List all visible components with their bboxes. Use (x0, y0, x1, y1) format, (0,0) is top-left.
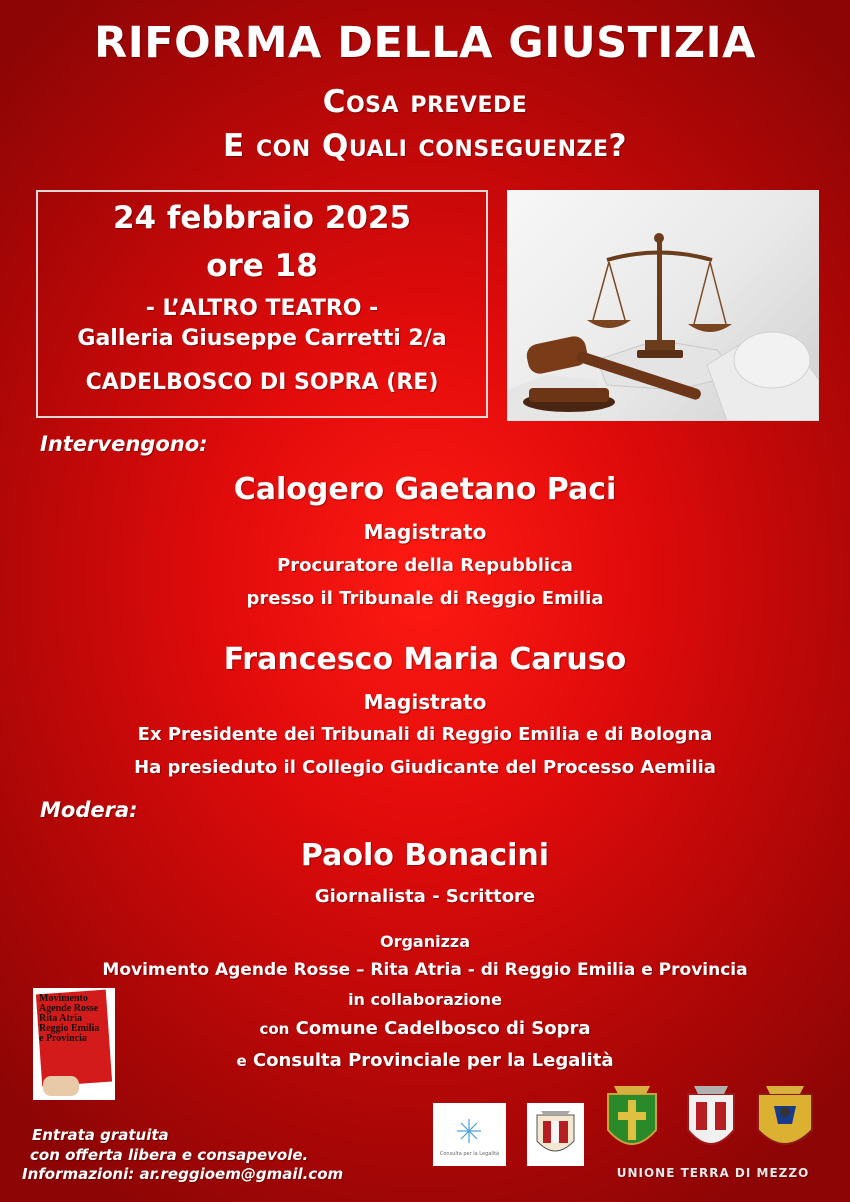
collaborator-1-prefix: con (259, 1020, 290, 1038)
collaborator-1 (0, 1018, 850, 1039)
moderator-label: Modera: (40, 798, 138, 822)
book-cover-line-1: Movimento (39, 993, 88, 1004)
consulta-legalita-logo (433, 1103, 506, 1166)
organizer-label: Organizza (379, 932, 471, 951)
agende-rosse-book-image (33, 988, 115, 1100)
poster-subtitle-line2 (0, 128, 850, 164)
event-venue: - L’ALTRO TEATRO - (145, 296, 379, 321)
hand-icon (43, 1076, 79, 1096)
collaborator-2-name: Consulta Provinciale per la Legalità (252, 1050, 614, 1071)
subtitle-text-2: E con Quali conseguenze? (222, 128, 628, 164)
footer-offer: con offerta libera e consapevole. (30, 1146, 309, 1164)
book-cover-line-2: Agende Rosse (39, 1003, 99, 1014)
poster-subtitle-line1 (0, 84, 850, 120)
unione-terra-di-mezzo-label: UNIONE TERRA DI MEZZO (616, 1166, 810, 1180)
crest-1-icon (608, 1086, 656, 1144)
scales-of-justice-image (507, 190, 819, 421)
event-info-box (36, 190, 488, 418)
speaker-1-detail-1: Procuratore della Repubblica (277, 555, 573, 576)
footer-entry: Entrata gratuita (32, 1126, 169, 1144)
book-cover-title (39, 994, 111, 1044)
crest-3-icon (758, 1086, 812, 1144)
crest-2-icon (688, 1086, 734, 1144)
cadelbosco-crest-logo (527, 1103, 584, 1166)
book-cover-line-3: Rita Atria (39, 1013, 83, 1024)
speaker-2-detail-2: Ha presieduto il Collegio Giudicante del Processo Aemilia (134, 757, 716, 778)
moderator-role: Giornalista - Scrittore (314, 886, 536, 907)
event-time: ore 18 (206, 248, 318, 284)
event-city: CADELBOSCO DI SOPRA (RE) (85, 370, 439, 395)
collaborator-1-name: Comune Cadelbosco di Sopra (295, 1018, 591, 1039)
consulta-logo-text: Consulta per la Legalità (439, 1151, 500, 1157)
event-date: 24 febbraio 2025 (112, 200, 412, 236)
collaborator-2-prefix: e (236, 1052, 247, 1070)
collaborator-2 (0, 1050, 850, 1071)
subtitle-text-1: Cosa prevede (322, 84, 528, 120)
speaker-1-role: Magistrato (363, 520, 487, 544)
speaker-2-role: Magistrato (363, 690, 487, 714)
speaker-2-detail-1: Ex Presidente dei Tribunali di Reggio Emilia e di Bologna (137, 724, 713, 745)
justice-scales-gavel-illustration (507, 190, 819, 421)
coat-of-arms-icon (527, 1103, 584, 1166)
collaboration-label: in collaborazione (348, 990, 502, 1009)
speaker-2-name: Francesco Maria Caruso (223, 642, 627, 677)
footer-info: Informazioni: ar.reggioem@gmail.com (22, 1165, 344, 1183)
book-cover-line-5: e Provincia (39, 1033, 87, 1044)
speakers-label: Intervengono: (40, 432, 208, 456)
unione-comuni-crests (600, 1082, 826, 1164)
moderator-name: Paolo Bonacini (300, 838, 550, 873)
event-address: Galleria Giuseppe Carretti 2/a (77, 326, 447, 351)
speaker-1-detail-2: presso il Tribunale di Reggio Emilia (246, 588, 604, 609)
poster-title: RIFORMA DELLA GIUSTIZIA (94, 18, 756, 68)
book-cover-line-4: Reggio Emilia (39, 1023, 100, 1034)
speaker-1-name: Calogero Gaetano Paci (233, 472, 617, 507)
organizer-name: Movimento Agende Rosse – Rita Atria - di Reggio Emilia e Provincia (102, 960, 748, 980)
